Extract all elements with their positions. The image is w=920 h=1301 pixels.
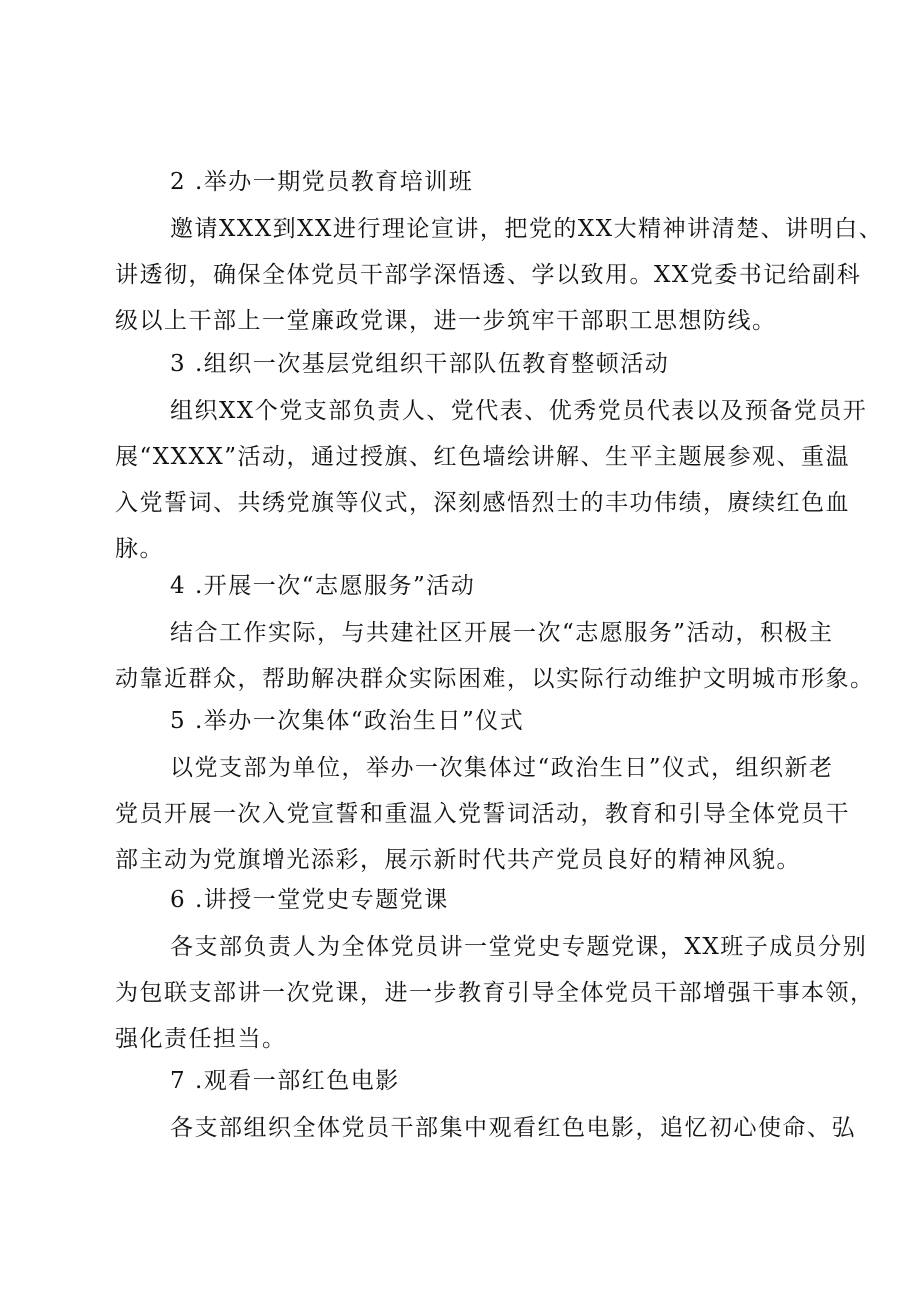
section-paragraph-4 [115,610,875,702]
paragraph-line: 为包联支部讲一次党课，进一步教育引导全体党员干部增强干事本领， [115,980,875,1006]
paragraph-line: 结合工作实际，与共建社区开展一次“志愿服务”活动，积极主 [170,620,834,646]
paragraph-line: 脉。 [115,536,164,562]
section-heading-7: 7 .观看一部红色电影 [170,1068,400,1094]
section-paragraph-7 [115,1105,856,1151]
paragraph-line: 以党支部为单位，举办一次集体过“政治生日”仪式，组织新老 [170,755,834,781]
section-heading-4: 4 .开展一次“志愿服务”活动 [170,573,476,599]
paragraph-line: 讲透彻，确保全体党员干部学深悟透、学以致用。XX党委书记给副科 [115,262,862,288]
section-paragraph-2 [115,206,884,344]
section-heading-2: 2 .举办一期党员教育培训班 [170,169,474,195]
paragraph-line: 强化责任担当。 [115,1026,287,1052]
section-paragraph-3 [115,388,868,572]
paragraph-line: 党员开展一次入党宣誓和重温入党誓词活动，教育和引导全体党员干 [115,801,850,827]
section-paragraph-6 [115,924,875,1062]
paragraph-line: 邀请XXX到XX进行理论宣讲，把党的XX大精神讲清楚、讲明白、 [170,216,884,242]
paragraph-line: 部主动为党旗增光添彩，展示新时代共产党员良好的精神风貌。 [115,847,801,873]
section-paragraph-5 [115,745,850,883]
section-heading-5: 5 .举办一次集体“政治生日”仪式 [170,708,525,734]
paragraph-line: 各支部负责人为全体党员讲一堂党史专题党课，XX班子成员分别 [170,934,868,960]
paragraph-line: 入党誓词、共绣党旗等仪式，深刻感悟烈士的丰功伟绩，赓续红色血 [115,490,850,516]
paragraph-line: 展“XXXX”活动，通过授旗、红色墙绘讲解、生平主题展参观、重温 [115,444,851,470]
section-heading-6: 6 .讲授一堂党史专题党课 [170,887,449,913]
paragraph-line: 组织XX个党支部负责人、党代表、优秀党员代表以及预备党员开 [170,398,868,424]
paragraph-line: 各支部组织全体党员干部集中观看红色电影，追忆初心使命、弘 [170,1115,856,1141]
paragraph-line: 动靠近群众，帮助解决群众实际困难，以实际行动维护文明城市形象。 [115,666,875,692]
paragraph-line: 级以上干部上一堂廉政党课，进一步筑牢干部职工思想防线。 [115,308,777,334]
section-heading-3: 3 .组织一次基层党组织干部队伍教育整顿活动 [170,351,670,377]
